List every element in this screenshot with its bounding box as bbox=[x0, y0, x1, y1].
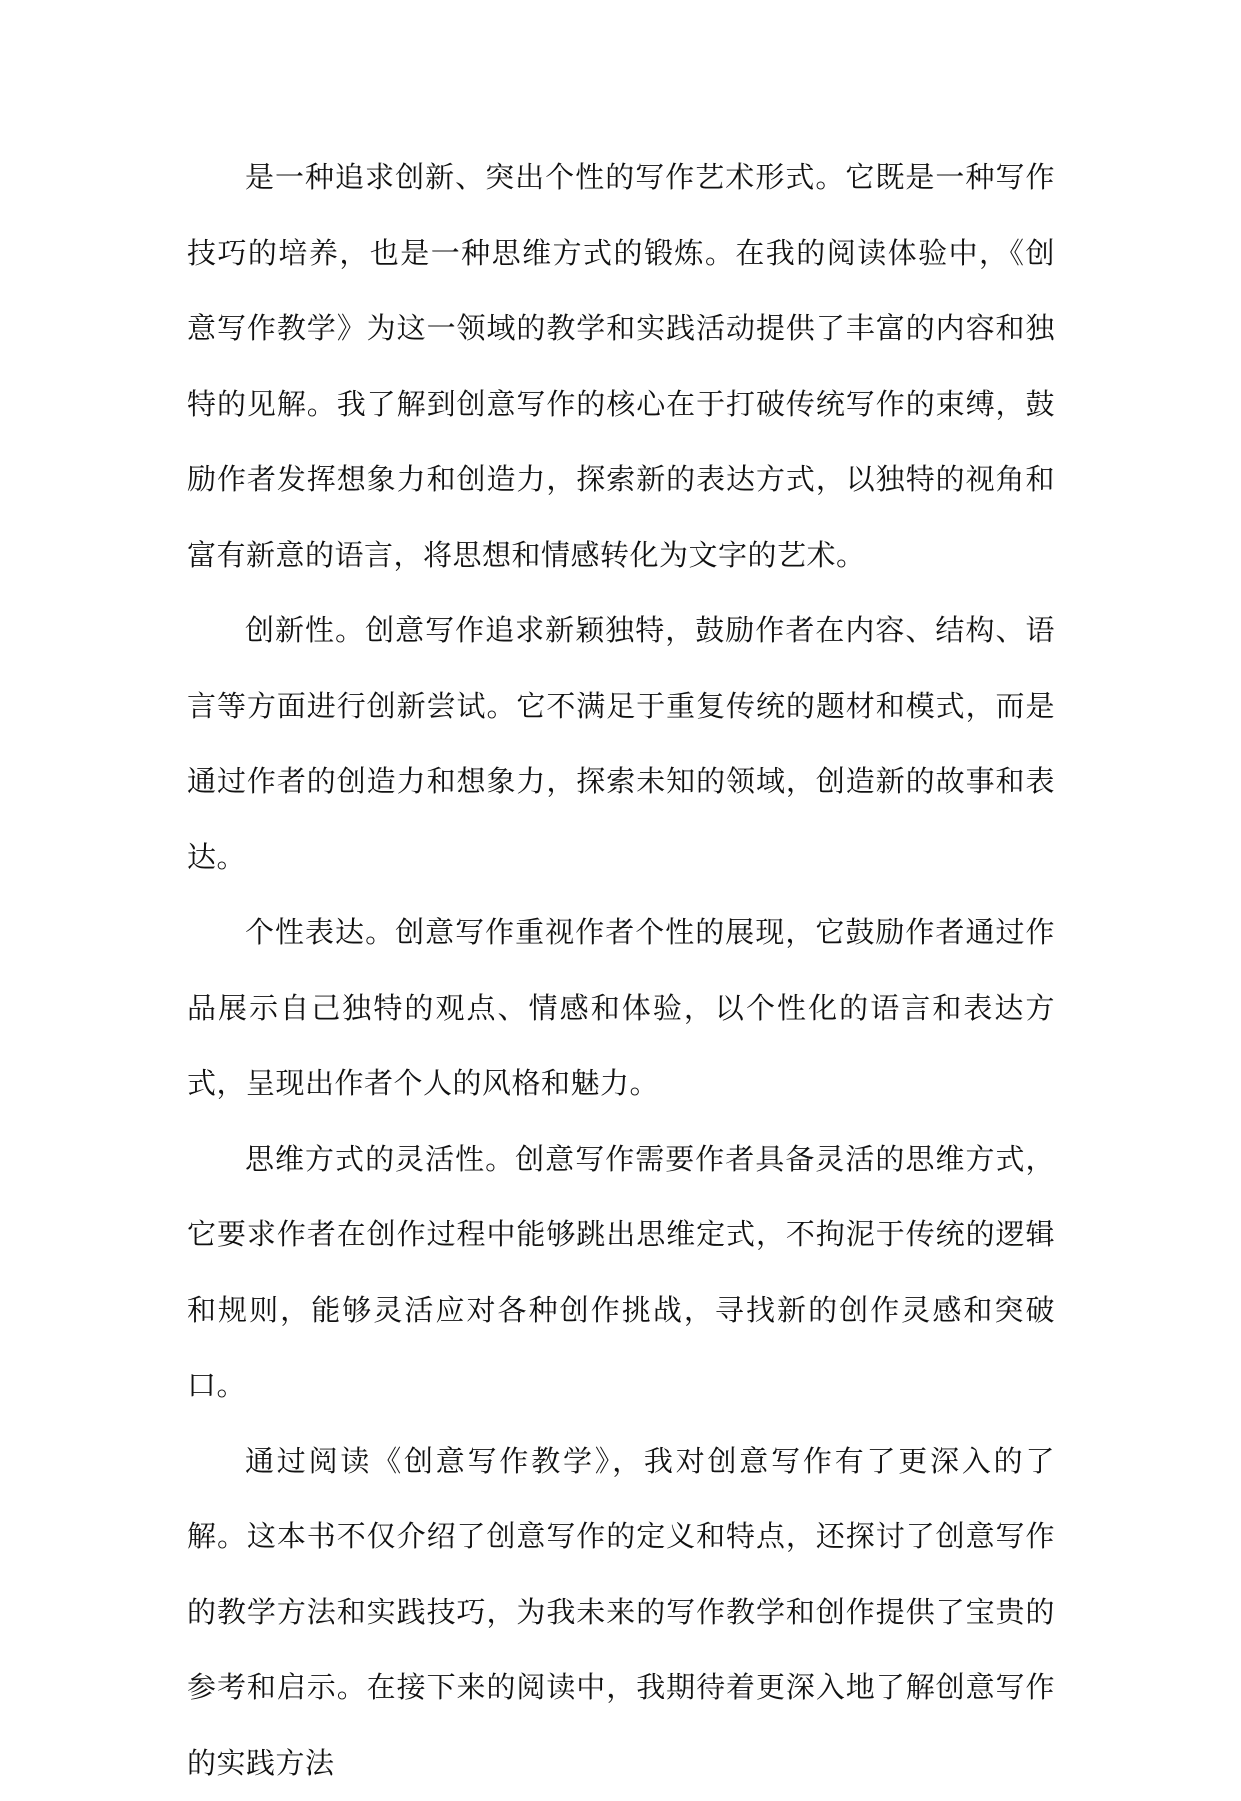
paragraph-personal-expression: 个性表达。创意写作重视作者个性的展现，它鼓励作者通过作品展示自己独特的观点、情感和体验，以个性化的语言和表达方式，呈现出作者个人的风格和魅力。 bbox=[187, 895, 1055, 1122]
paragraph-intro: 是一种追求创新、突出个性的写作艺术形式。它既是一种写作技巧的培养，也是一种思维方式的锻炼。在我的阅读体验中，《创意写作教学》为这一领域的教学和实践活动提供了丰富的内容和独特的见解。我了解到创意写作的核心在于打破传统写作的束缚，鼓励作者发挥想象力和创造力，探索新的表达方式，以独特的视角和富有新意的语言，将思想和情感转化为文字的艺术。 bbox=[187, 140, 1055, 593]
paragraph-conclusion: 通过阅读《创意写作教学》，我对创意写作有了更深入的了解。这本书不仅介绍了创意写作的定义和特点，还探讨了创意写作的教学方法和实践技巧，为我未来的写作教学和创作提供了宝贵的参考和启示。在接下来的阅读中，我期待着更深入地了解创意写作的实践方法 bbox=[187, 1424, 1055, 1801]
paragraph-innovation: 创新性。创意写作追求新颖独特，鼓励作者在内容、结构、语言等方面进行创新尝试。它不满足于重复传统的题材和模式，而是通过作者的创造力和想象力，探索未知的领域，创造新的故事和表达。 bbox=[187, 593, 1055, 895]
document-body bbox=[187, 140, 1055, 1801]
paragraph-flexible-thinking: 思维方式的灵活性。创意写作需要作者具备灵活的思维方式，它要求作者在创作过程中能够跳出思维定式，不拘泥于传统的逻辑和规则，能够灵活应对各种创作挑战，寻找新的创作灵感和突破口。 bbox=[187, 1122, 1055, 1424]
